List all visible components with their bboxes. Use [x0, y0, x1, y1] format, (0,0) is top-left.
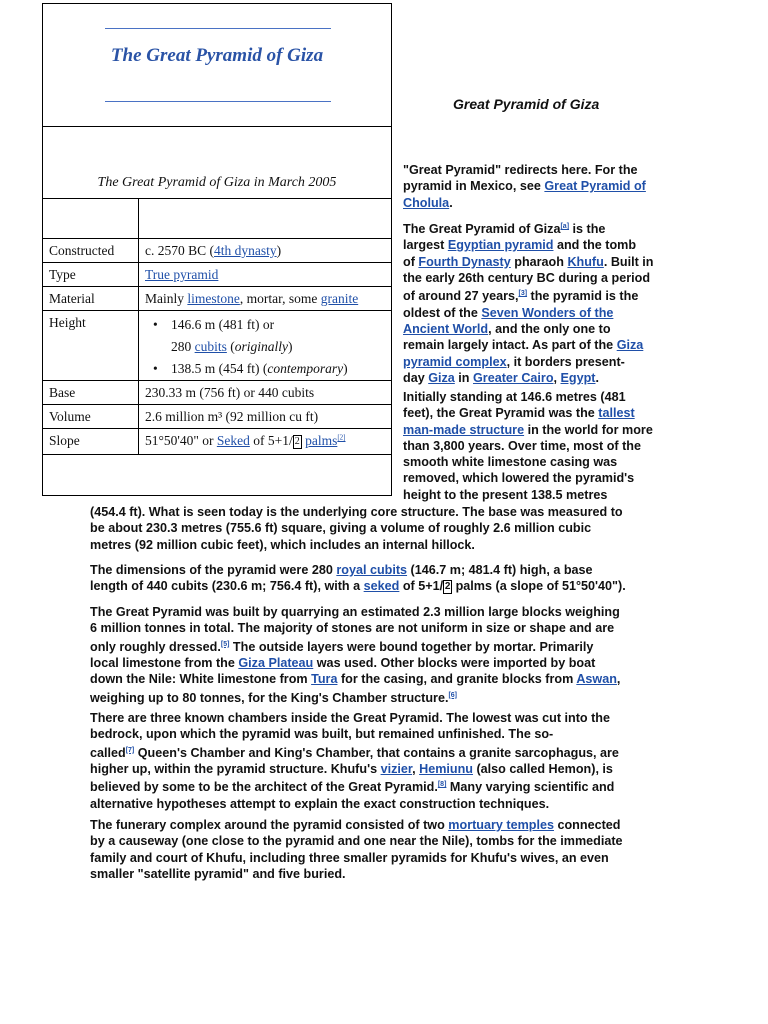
text-span: remain largely intact. As part of the — [403, 338, 617, 353]
row-value — [145, 291, 387, 307]
link-tura[interactable]: Tura — [311, 672, 338, 687]
text-span: , — [553, 371, 561, 386]
text-span: local limestone from the — [90, 656, 239, 671]
citation-link[interactable]: [5] — [220, 640, 230, 648]
paragraph-construction — [90, 604, 620, 706]
text-span: , — [412, 762, 420, 777]
row-height — [43, 310, 391, 381]
row-label: Constructed — [49, 243, 115, 258]
text-line: smooth white limestone casing was — [403, 455, 618, 470]
text-span: feet), the Great Pyramid was the — [403, 406, 599, 421]
text-span: Queen's Chamber and King's Chamber, that contains a granite sarcophagus, are — [134, 745, 619, 760]
row-value: 2.6 million m³ (92 million cu ft) — [145, 409, 319, 424]
hatnote — [403, 162, 646, 211]
text-span: oldest of the — [403, 305, 482, 320]
link-giza-pyramid-complex[interactable]: Giza — [616, 338, 644, 353]
text-line: be about 230.3 metres (755.6 ft) square, giving a volume of roughly 2.6 million cubic — [90, 521, 592, 536]
row-material — [43, 286, 391, 311]
text-line: than 3,800 years. Over time, most of the — [403, 438, 641, 453]
paragraph-height-bottom — [90, 504, 623, 553]
value-text: Mainly — [145, 291, 188, 306]
row-value — [143, 314, 387, 380]
row-value — [145, 267, 387, 283]
citation-link[interactable]: [6] — [448, 691, 458, 699]
infobox — [42, 3, 392, 496]
text-line: alternative hypotheses attempt to explain the exact construction techniques. — [90, 796, 550, 811]
value-text: 138.5 m (454 ft) ( — [171, 361, 268, 376]
citation-link[interactable]: [3] — [518, 290, 528, 298]
paragraph-height-top — [403, 389, 653, 503]
text-line: family and court of Khufu, including three smaller pyramids for Khufu's wives, an even — [90, 850, 609, 865]
fraction-box: 2 — [444, 580, 451, 592]
citation-link[interactable]: [2] — [337, 433, 346, 442]
text-span: largest — [403, 238, 448, 253]
text-span: called — [90, 745, 126, 760]
text-span: in the world for more — [524, 422, 653, 437]
text-span: . Built in — [603, 254, 654, 269]
text-span: The outside layers were bound together by mortar. Primarily — [229, 639, 594, 654]
row-value: 230.33 m (756 ft) or 440 cubits — [145, 385, 315, 400]
text-span: The dimensions of the pyramid were 280 — [90, 563, 337, 577]
link-khufu[interactable]: Khufu — [567, 254, 604, 269]
link-great-pyramid-of-cholula[interactable]: Great Pyramid of — [544, 179, 646, 194]
image-caption-box — [43, 126, 391, 199]
text-span: connected — [553, 818, 621, 832]
text-span: . — [595, 371, 599, 386]
text-span: in — [454, 371, 474, 386]
text-span: of around 27 years, — [403, 289, 519, 304]
paragraph-intro — [403, 219, 654, 386]
link-ancient-world[interactable]: Ancient World — [403, 322, 489, 337]
link-hemiunu[interactable]: Hemiunu — [419, 762, 473, 777]
value-italic: contemporary — [267, 361, 344, 376]
citation-link[interactable]: [7] — [125, 746, 135, 754]
link-man-made-structure[interactable]: man-made structure — [403, 422, 525, 437]
link-pyramid-complex[interactable]: pyramid complex — [403, 354, 507, 369]
link-giza[interactable]: Giza — [428, 371, 455, 386]
text-span: of — [403, 254, 419, 269]
text-line: height to the present 138.5 metres — [403, 487, 608, 502]
text-line: smaller "satellite pyramid" and five buried. — [90, 866, 346, 881]
link-palms[interactable]: palms — [305, 433, 338, 448]
text-span: down the Nile: White limestone from — [90, 672, 312, 687]
link-fourth-dynasty[interactable]: Fourth Dynasty — [418, 254, 511, 269]
title-rule-bottom — [105, 101, 331, 102]
text-span: pyramid in Mexico, see — [403, 179, 545, 194]
paragraph-chambers — [90, 710, 619, 812]
value-text: , mortar, some — [239, 291, 321, 306]
link-seked[interactable]: seked — [363, 579, 400, 594]
text-line: "Great Pyramid" redirects here. For the — [403, 163, 638, 177]
value-text: 146.6 m (481 ft) or — [171, 317, 275, 332]
text-line: the early 26th century BC during a period — [403, 271, 651, 286]
link-vizier[interactable]: vizier — [380, 762, 413, 777]
row-slope — [43, 428, 391, 455]
text-span: (146.7 m; 481.4 ft) high, a base — [407, 563, 593, 577]
text-span: , — [616, 672, 621, 687]
row-volume — [43, 404, 391, 429]
link-granite[interactable]: granite — [320, 291, 359, 306]
link-mortuary-temples[interactable]: mortuary temples — [448, 818, 554, 832]
text-line: metres (92 million cubic feet), which includes an internal hillock. — [90, 537, 475, 552]
text-line: The Great Pyramid was built by quarrying an estimated 2.3 million large blocks weighing — [90, 605, 620, 619]
text-span: weighing up to 80 tonnes, for the King's Chamber structure. — [90, 690, 449, 705]
text-span: , and the only one to — [488, 322, 611, 337]
text-span: was used. Other blocks were imported by boat — [313, 656, 596, 671]
value-text: ( — [226, 339, 235, 354]
value-italic: originally — [234, 339, 288, 354]
row-label: Slope — [49, 433, 80, 448]
citation-link[interactable]: [a] — [560, 223, 570, 230]
link-royal-cubits[interactable]: royal cubits — [336, 563, 408, 577]
link-cubits[interactable]: cubits — [194, 339, 227, 354]
text-span: and the tomb — [553, 238, 637, 253]
text-span: The funerary complex around the pyramid consisted of two — [90, 818, 449, 832]
text-line: (454.4 ft). What is seen today is the underlying core structure. The base was measured to — [90, 505, 623, 519]
link-seven-wonders[interactable]: Seven Wonders of the — [481, 305, 614, 320]
value-text: c. 2570 BC ( — [145, 243, 214, 258]
text-span: The Great Pyramid of Giza — [403, 222, 561, 237]
text-span: palms (a slope of 51°50'40"). — [452, 579, 626, 594]
link-true-pyramid[interactable]: True pyramid — [145, 267, 219, 282]
text-span: , it borders present- — [506, 354, 625, 369]
link-cholula[interactable]: Cholula — [403, 195, 450, 210]
text-span: for the casing, and granite blocks from — [337, 672, 577, 687]
text-line: bedrock, upon which the pyramid was built, but remained unfinished. The so- — [90, 727, 554, 742]
fraction-box: 2 — [294, 435, 300, 447]
link-giza-plateau[interactable]: Giza Plateau — [238, 656, 314, 671]
link-greater-cairo[interactable]: Greater Cairo — [473, 371, 554, 386]
infobox-title: The Great Pyramid of Giza — [110, 45, 324, 66]
text-span: is the — [569, 222, 606, 237]
row-label: Height — [49, 315, 86, 330]
paragraph-funerary-complex — [90, 817, 623, 882]
text-span: . — [449, 195, 453, 210]
text-line: There are three known chambers inside the Great Pyramid. The lowest was cut into the — [90, 711, 610, 725]
text-span: of 5+1/ — [399, 579, 444, 594]
text-span: pharaoh — [510, 254, 568, 269]
value-text: 280 — [171, 339, 195, 354]
text-span: only roughly dressed. — [90, 639, 221, 654]
link-tallest[interactable]: tallest — [598, 406, 635, 421]
text-span: (also called Hemon), is — [472, 762, 613, 777]
row-label: Material — [49, 291, 95, 306]
row-label: Base — [49, 385, 76, 400]
value-text: ) — [288, 339, 293, 354]
text-span: day — [403, 371, 429, 386]
row-value — [145, 433, 387, 449]
row-constructed — [43, 238, 391, 263]
infobox-title-box — [43, 4, 391, 127]
row-label: Type — [49, 267, 76, 282]
text-span: length of 440 cubits (230.6 m; 756.4 ft), with a — [90, 579, 364, 594]
blank-row — [43, 198, 391, 239]
text-span: higher up, within the pyramid structure. Khufu's — [90, 762, 381, 777]
link-4th-dynasty[interactable]: 4th dynasty — [214, 243, 277, 258]
text-line: 6 million tonnes in total. The majority of stones are not uniform in size or shape and are — [90, 621, 615, 636]
text-line: Initially standing at 146.6 metres (481 — [403, 390, 626, 404]
title-rule-top — [105, 28, 331, 29]
row-base — [43, 380, 391, 405]
paragraph-dimensions — [90, 562, 626, 595]
row-type — [43, 262, 391, 287]
value-text: 51°50'40" or — [145, 433, 217, 448]
row-value — [145, 243, 387, 259]
value-text: ) — [343, 361, 348, 376]
link-seked[interactable]: Seked — [216, 433, 250, 448]
height-item — [143, 314, 387, 358]
text-line: by a causeway (one close to the pyramid and one near the Nile), tombs for the immediate — [90, 834, 623, 849]
text-line: removed, which lowered the pyramid's — [403, 471, 635, 486]
link-limestone[interactable]: limestone — [187, 291, 240, 306]
value-text: of 5+1/ — [249, 433, 293, 448]
value-text: ) — [276, 243, 282, 258]
image-caption: The Great Pyramid of Giza in March 2005 — [97, 175, 337, 190]
link-egyptian-pyramid[interactable]: Egyptian pyramid — [447, 238, 554, 253]
text-span: believed by some to be the architect of the Great Pyramid. — [90, 780, 438, 795]
link-aswan[interactable]: Aswan — [576, 672, 617, 687]
link-egypt[interactable]: Egypt — [560, 371, 596, 386]
text-span: the pyramid is the — [527, 289, 639, 304]
row-label: Volume — [49, 409, 91, 424]
text-span: Many varying scientific and — [446, 780, 615, 795]
article-heading: Great Pyramid of Giza — [453, 96, 600, 112]
citation-link[interactable]: [8] — [437, 781, 447, 789]
height-item — [143, 358, 387, 380]
